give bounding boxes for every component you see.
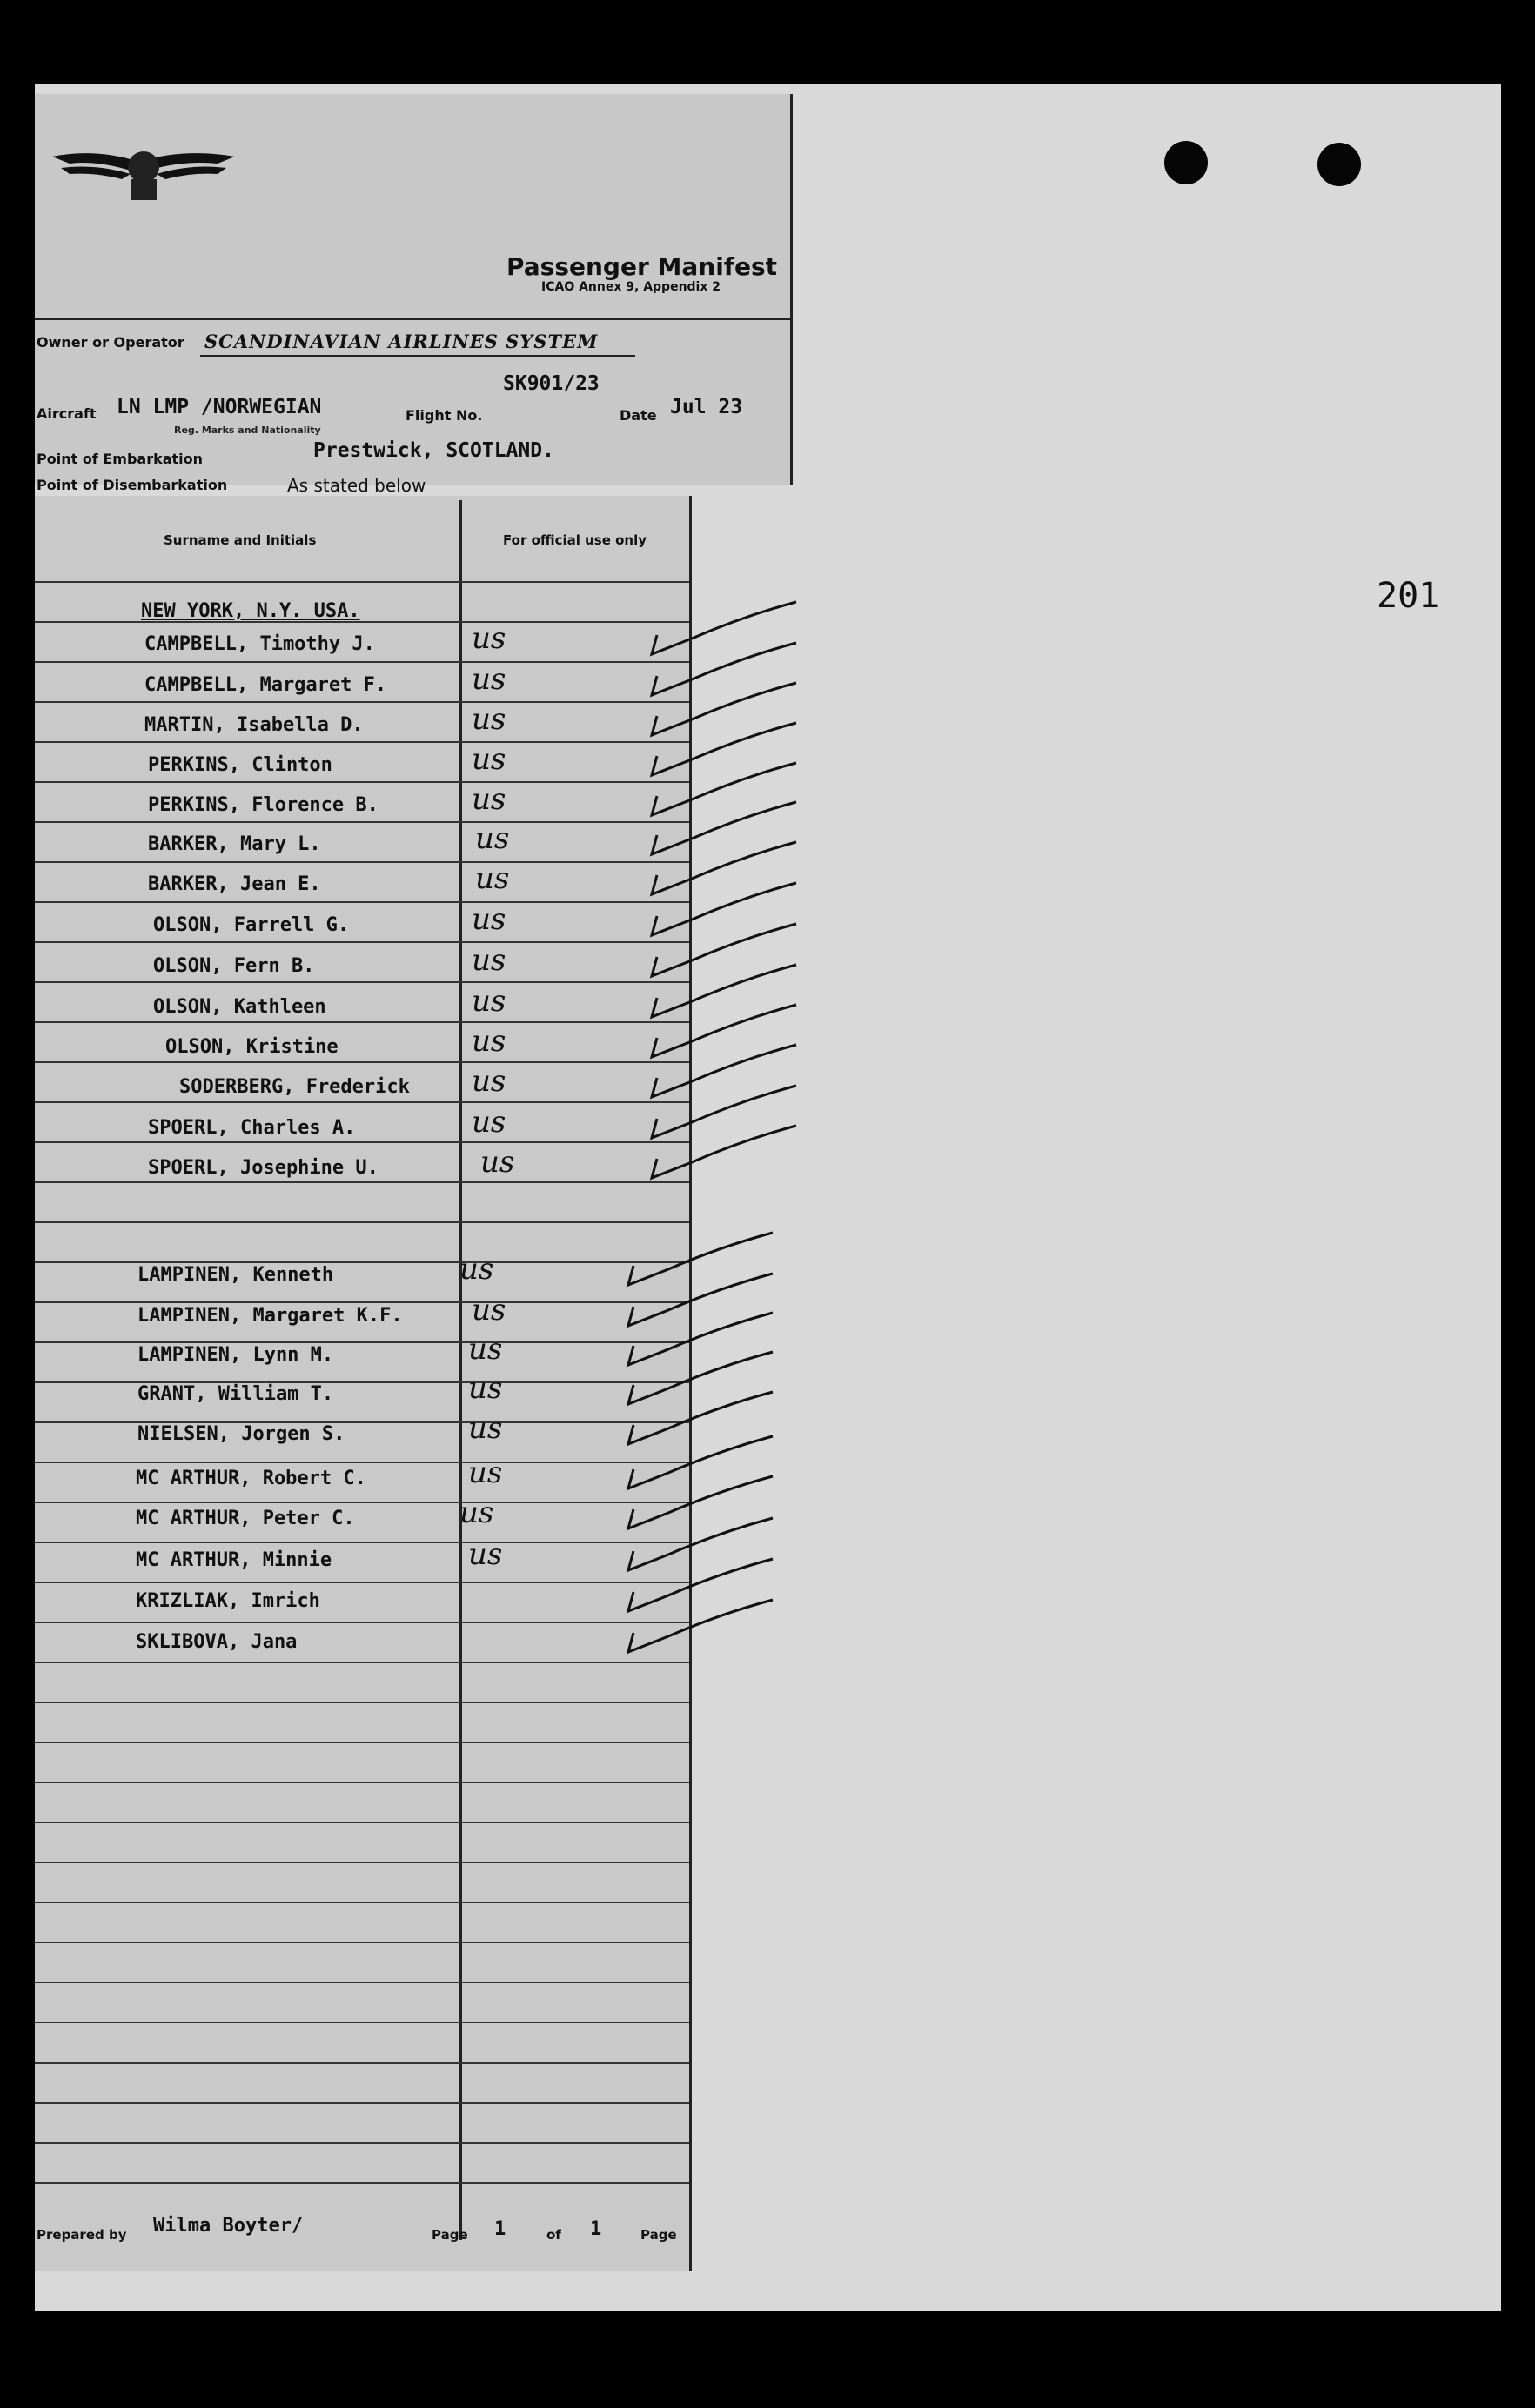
table-rule	[35, 781, 689, 783]
of-value: 1	[590, 2218, 602, 2240]
page-value: 1	[494, 2218, 506, 2240]
disembarkation-value: As stated below	[287, 475, 426, 496]
disembarkation-label: Point of Disembarkation	[37, 477, 228, 493]
official-use-mark: us	[459, 1495, 494, 1530]
passenger-name: SODERBERG, Frederick	[179, 1076, 410, 1098]
official-use-mark: us	[472, 943, 506, 978]
table-rule	[35, 981, 689, 983]
official-use-mark: us	[472, 1105, 506, 1140]
passenger-name: PERKINS, Florence B.	[148, 794, 379, 816]
table-rule	[35, 1301, 689, 1303]
official-use-mark: us	[472, 621, 506, 656]
official-use-column-header: For official use only	[503, 532, 647, 548]
passenger-name: CAMPBELL, Timothy J.	[144, 633, 375, 655]
passenger-name: OLSON, Kristine	[165, 1036, 339, 1058]
owner-value: SCANDINAVIAN AIRLINES SYSTEM	[204, 331, 599, 352]
surname-column-header: Surname and Initials	[164, 532, 317, 548]
date-label: Date	[620, 407, 657, 424]
table-rule	[35, 901, 689, 903]
table-rule	[35, 1982, 689, 1983]
official-use-mark: us	[472, 702, 506, 737]
table-rule	[35, 701, 689, 703]
passenger-name: CAMPBELL, Margaret F.	[144, 674, 387, 696]
page-stamp-number: 201	[1377, 576, 1440, 616]
official-use-mark: us	[475, 821, 510, 856]
passenger-name: OLSON, Fern B.	[153, 955, 315, 977]
aircraft-value: LN LMP /NORWEGIAN	[117, 396, 322, 418]
official-use-mark: us	[472, 782, 506, 817]
official-use-mark: us	[472, 1024, 506, 1059]
passenger-name: BARKER, Jean E.	[148, 873, 321, 895]
table-rule	[35, 1942, 689, 1943]
divider	[200, 355, 635, 357]
table-rule	[35, 1341, 689, 1343]
passenger-name: MC ARTHUR, Robert C.	[136, 1468, 366, 1489]
table-rule	[35, 2022, 689, 2023]
passenger-table	[35, 496, 692, 2271]
passenger-name: LAMPINEN, Kenneth	[137, 1264, 334, 1286]
official-use-mark: us	[472, 1064, 506, 1099]
passenger-name: SPOERL, Charles A.	[148, 1117, 356, 1139]
official-use-mark: us	[480, 1145, 515, 1180]
official-use-mark: us	[472, 902, 506, 937]
table-rule	[35, 1462, 689, 1463]
embarkation-value: Prestwick, SCOTLAND.	[313, 439, 554, 462]
table-rule	[35, 1822, 689, 1823]
prepared-by-label: Prepared by	[37, 2227, 127, 2243]
official-use-mark: us	[472, 1293, 506, 1328]
table-rule	[35, 2142, 689, 2144]
passenger-name: SPOERL, Josephine U.	[148, 1157, 379, 1179]
table-rule	[35, 2102, 689, 2104]
table-rule	[35, 1061, 689, 1063]
table-rule	[35, 1742, 689, 1743]
table-rule	[35, 2182, 689, 2184]
official-use-mark: us	[472, 662, 506, 697]
table-rule	[35, 1502, 689, 1503]
manifest-title: Passenger Manifest	[506, 252, 778, 281]
aircraft-label: Aircraft	[37, 405, 97, 422]
table-rule	[35, 1902, 689, 1903]
table-rule	[35, 941, 689, 943]
table-rule	[35, 661, 689, 663]
official-use-mark: us	[468, 1332, 503, 1367]
table-rule	[35, 581, 689, 583]
official-use-mark: us	[468, 1371, 503, 1406]
divider	[35, 318, 790, 320]
of-label: of	[546, 2227, 561, 2243]
page-label: Page	[432, 2227, 468, 2243]
aircraft-sublabel: Reg. Marks and Nationality	[174, 425, 321, 436]
column-divider	[459, 500, 462, 2240]
table-rule	[35, 1101, 689, 1103]
table-rule	[35, 1622, 689, 1623]
official-use-mark: us	[468, 1537, 503, 1572]
table-rule	[35, 1542, 689, 1543]
passenger-name: PERKINS, Clinton	[148, 754, 332, 776]
owner-label: Owner or Operator	[37, 334, 184, 351]
passenger-name: LAMPINEN, Lynn M.	[137, 1344, 334, 1366]
manifest-subtitle: ICAO Annex 9, Appendix 2	[541, 280, 721, 294]
passenger-name: SKLIBOVA, Jana	[136, 1631, 298, 1653]
passenger-name: GRANT, William T.	[137, 1383, 334, 1405]
passenger-name: MC ARTHUR, Minnie	[136, 1549, 332, 1571]
passenger-name: OLSON, Kathleen	[153, 996, 326, 1018]
official-use-mark: us	[472, 984, 506, 1019]
table-rule	[35, 1862, 689, 1863]
prepared-by-value: Wilma Boyter/	[153, 2215, 304, 2237]
table-rule	[35, 2062, 689, 2064]
official-use-mark: us	[475, 861, 510, 896]
official-use-mark: us	[468, 1455, 503, 1490]
punch-hole	[1164, 141, 1208, 184]
table-rule	[35, 1421, 689, 1423]
passenger-name: NIELSEN, Jorgen S.	[137, 1423, 345, 1445]
passenger-name: BARKER, Mary L.	[148, 833, 321, 855]
official-use-mark: us	[459, 1252, 494, 1287]
official-use-mark: us	[468, 1411, 503, 1446]
table-rule	[35, 1221, 689, 1223]
table-rule	[35, 1381, 689, 1383]
passenger-name: KRIZLIAK, Imrich	[136, 1590, 320, 1612]
airline-wings-logo-icon	[44, 129, 244, 207]
page-label-2: Page	[640, 2227, 677, 2243]
passenger-name: MC ARTHUR, Peter C.	[136, 1508, 355, 1529]
flight-number-label: Flight No.	[406, 407, 483, 424]
table-rule	[35, 1181, 689, 1183]
table-rule	[35, 1021, 689, 1023]
passenger-name: LAMPINEN, Margaret K.F.	[137, 1305, 403, 1327]
punch-hole	[1317, 143, 1361, 186]
flight-number-value: SK901/23	[503, 372, 600, 395]
passenger-name: OLSON, Farrell G.	[153, 914, 350, 936]
table-rule	[35, 821, 689, 823]
table-rule	[35, 741, 689, 743]
table-rule	[35, 1782, 689, 1783]
table-rule	[35, 1662, 689, 1663]
table-rule	[35, 621, 689, 623]
embarkation-label: Point of Embarkation	[37, 451, 204, 467]
table-rule	[35, 1141, 689, 1143]
table-rule	[35, 861, 689, 863]
destination-heading: NEW YORK, N.Y. USA.	[141, 600, 360, 622]
date-value: Jul 23	[670, 396, 743, 418]
table-rule	[35, 1702, 689, 1703]
table-rule	[35, 1582, 689, 1583]
official-use-mark: us	[472, 742, 506, 777]
passenger-name: MARTIN, Isabella D.	[144, 714, 364, 736]
table-rule	[35, 1261, 689, 1263]
